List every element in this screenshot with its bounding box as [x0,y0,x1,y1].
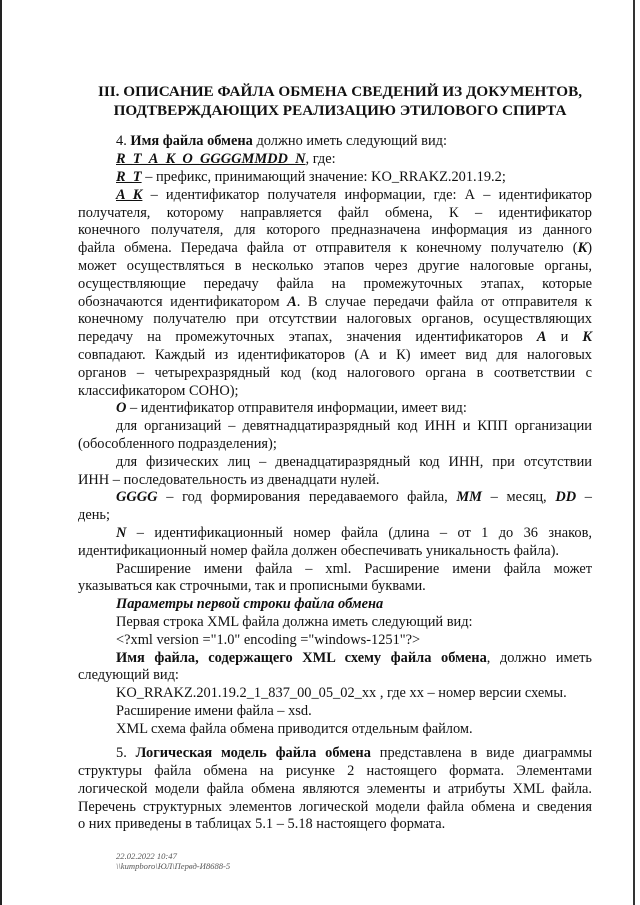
file-name-pattern: R_T_A_K_O_GGGGMMDD_N, где: [116,151,336,167]
body-line: конечному получателю при отсутствии налоговых органов, осуществляющих [78,311,592,327]
body-line: ИНН – последовательность из двенадцати нулей. [78,472,380,488]
body-line: структуры файла обмена на рисунке 2 настоящего формата. Элементами [78,763,592,779]
body-line: Имя файла, содержащего XML схему файла обмена, должно иметь [116,650,592,666]
body-line: для физических лиц – двенадцатиразрядный код ИНН, при отсутствии [116,454,592,470]
paragraph-4-line: 4. Имя файла обмена должно иметь следующий вид: [116,133,447,149]
body-line: A_K – идентификатор получателя информации, где: А – идентификатор [116,187,592,203]
body-line: органов – четырехразрядный код (код налогового органа в соответствии с [78,365,592,381]
body-line: получателя, которому направляется файл обмена, К – идентификатор [78,205,592,221]
body-line: конечного получателя, для которого предназначена информация из данного [78,222,592,238]
body-line: следующий вид: [78,667,179,683]
prefix-line: R_T – префикс, принимающий значение: KO_RRAKZ.201.19.2; [116,169,506,185]
body-line: классификатором СОНО); [78,383,239,399]
body-line: идентификационный номер файла должен обеспечивать уникальность файла). [78,543,559,559]
body-line: Перечень структурных элементов логической модели файла обмена и сведения [78,799,592,815]
body-line: осуществляющие передачу файла на промежуточных этапах, которые [78,276,592,292]
paragraph-5-line: 5. Логическая модель файла обмена представлена в виде диаграммы [116,745,592,761]
body-line: может осуществляться в несколько этапов через другие налоговые органы, [78,258,592,274]
scan-right-border [633,0,635,905]
scan-left-border [0,0,2,905]
body-line: логической модели файла обмена являются элементы и атрибуты XML файла. [78,781,592,797]
body-line: (обособленного подразделения); [78,436,277,452]
subheading-first-line-params: Параметры первой строки файла обмена [116,596,384,612]
date-parts-line: GGGG – год формирования передаваемого файла, MM – месяц, DD – [116,489,592,505]
body-line: Расширение имени файла – xml. Расширение имени файла может [116,561,592,577]
schema-file-name: KO_RRAKZ.201.19.2_1_837_00_05_02_xx , где хх – номер версии схемы. [116,685,567,701]
body-line: обозначаются идентификатором A. В случае передачи файла от отправителя к [78,294,592,310]
term-logical-model: Логическая модель файла обмена [135,745,371,761]
body-line: Расширение имени файла – xsd. [116,703,312,719]
body-line: передачу на промежуточных этапах, значения идентификаторов A и K [78,329,592,345]
body-line: для организаций – девятнадцатиразрядный код ИНН и КПП организации [116,418,592,434]
body-line: N – идентификационный номер файла (длина – от 1 до 36 знаков, [116,525,592,541]
print-footer [116,851,230,871]
section-heading-line-2: ПОДТВЕРЖДАЮЩИХ РЕАЛИЗАЦИЮ ЭТИЛОВОГО СПИРТА [113,102,567,119]
xml-declaration: <?xml version ="1.0" encoding ="windows-1251"?> [116,632,421,648]
body-line: о них приведены в таблицах 5.1 – 5.18 настоящего формата. [78,816,446,832]
print-file-path: \\kumpboro\ЮЛ\Первд-И8688-5 [116,861,231,871]
body-line: указываться как строчными, так и прописными буквами. [78,578,426,594]
body-line: Первая строка XML файла должна иметь следующий вид: [116,614,473,630]
body-line: совпадают. Каждый из идентификаторов (А и К) имеет вид для налоговых [78,347,592,363]
section-heading [80,82,600,120]
sender-id-line: O – идентификатор отправителя информации, имеет вид: [116,400,467,416]
body-line: XML схема файла обмена приводится отдельным файлом. [116,721,473,737]
body-line: файла обмена. Передача файла от отправителя к конечному получателю (K) [78,240,592,256]
section-heading-line-1: III. ОПИСАНИЕ ФАЙЛА ОБМЕНА СВЕДЕНИЙ ИЗ ДОКУМЕНТОВ, [97,83,583,100]
body-line: день; [78,507,110,523]
term-file-name: Имя файла обмена [130,133,253,149]
print-timestamp: 22.02.2022 10:47 [116,851,177,861]
